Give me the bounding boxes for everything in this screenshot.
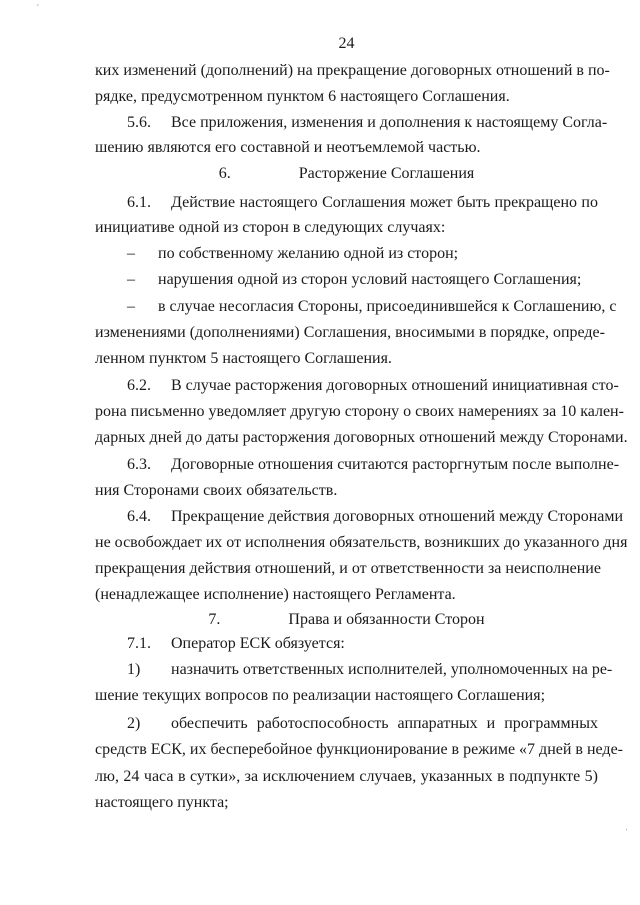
bullet-item: нарушения одной из сторон условий настоящего Соглашения; [158,271,582,288]
dash-marker: – [127,298,135,315]
page-number: 24 [338,35,355,52]
bullet-item: в случае несогласия Стороны, присоединившейся к Соглашению, с [158,298,617,315]
section-number: 6. [218,165,231,182]
text-line: Договорные отношения считаются расторгнутым после выполне- [171,456,620,473]
section-number: 7. [208,611,221,628]
text-line: Все приложения, изменения и дополнения к настоящему Согла- [171,114,608,131]
paragraph-6-1 [127,193,598,213]
paragraph-6-2 [127,376,619,396]
item-number: 2) [127,715,141,732]
section-title: Права и обязанности Сторон [288,611,485,628]
paragraph-number: 5.6. [127,114,151,131]
text-line: рядке, предусмотренном пунктом 6 настоящего Соглашения. [95,88,510,105]
text-line: рона письменно уведомляет другую сторону о своих намерениях за 10 кален- [95,403,624,420]
text-line: шение текущих вопросов по реализации настоящего Соглашения; [95,687,546,704]
text-line: инициативе одной из сторон в следующих случаях: [95,219,446,236]
text-line: прекращения действия отношений, и от ответственности за неисполнение [95,560,601,577]
text-line: Оператор ЕСК обязуется: [171,635,345,652]
text-line: Действие настоящего Соглашения может быть прекращено по [171,194,598,211]
text-line: настоящего пункта; [95,794,229,811]
dash-marker: – [127,271,135,288]
list-item-2 [127,714,598,734]
paragraph-number: 7.1. [127,635,151,652]
paragraph-number: 6.3. [127,456,151,473]
text-line: лю, 24 часа в сутки», за исключением случаев, указанных в подпункте 5) [95,768,598,785]
text-line: ких изменений (дополнений) на прекращение договорных отношений в по- [95,62,610,79]
scan-speck: ˈ [625,828,629,839]
paragraph-6-3 [127,455,620,475]
list-item-1 [127,660,613,680]
dash-marker: – [127,245,135,262]
text-line: (ненадлежащее исполнение) настоящего Регламента. [95,586,456,603]
text-line: Прекращение действия договорных отношений между Сторонами [171,508,624,525]
text-line: ленном пунктом 5 настоящего Соглашения. [95,350,392,367]
text-line: изменениями (дополнениями) Соглашения, вносимыми в порядке, опреде- [95,324,605,341]
text-line: средств ЕСК, их бесперебойное функционирование в режиме «7 дней в неде- [95,741,623,758]
scan-speck: ˊ [36,4,40,15]
paragraph-5-6 [127,113,608,133]
bullet-item: по собственному желанию одной из сторон; [158,245,459,262]
paragraph-7-1 [127,634,598,654]
text-line: дарных дней до даты расторжения договорных отношений между Сторонами. [95,429,628,446]
section-heading-7 [95,610,598,630]
text-line: обеспечить работоспособность аппаратных и программных [171,715,598,732]
text-line: назначить ответственных исполнителей, уполномоченных на ре- [171,661,613,678]
text-line: ния Сторонами своих обязательств. [95,482,338,499]
text-line: не освобождает их от исполнения обязательств, возникших до указанного дня [95,534,628,551]
text-line: шению являются его составной и неотъемлемой частью. [95,139,481,156]
paragraph-number: 6.4. [127,508,151,525]
item-number: 1) [127,661,141,678]
paragraph-number: 6.1. [127,194,151,211]
paragraph-number: 6.2. [127,377,151,394]
section-title: Расторжение Соглашения [298,165,475,182]
section-heading-6 [95,164,598,184]
text-line: В случае расторжения договорных отношений инициативная сто- [171,377,619,394]
paragraph-6-4 [127,507,624,527]
